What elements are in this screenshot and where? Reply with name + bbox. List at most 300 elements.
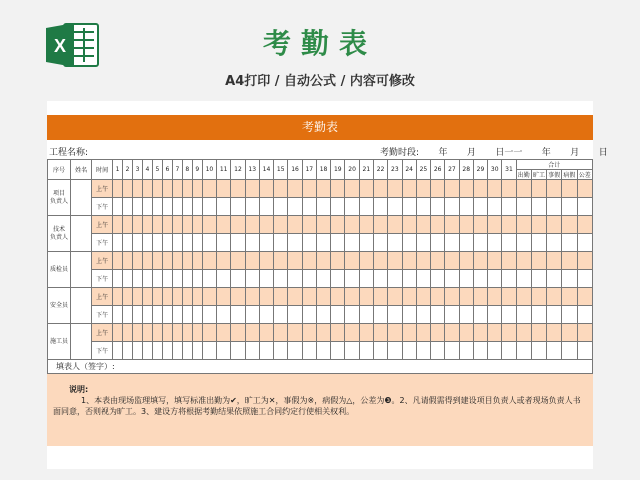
- attendance-cell[interactable]: [316, 270, 330, 288]
- attendance-cell[interactable]: [359, 288, 373, 306]
- attendance-cell[interactable]: [459, 342, 473, 360]
- attendance-cell[interactable]: [359, 216, 373, 234]
- attendance-cell[interactable]: [402, 306, 416, 324]
- attendance-cell[interactable]: [192, 306, 202, 324]
- attendance-cell[interactable]: [445, 216, 459, 234]
- attendance-cell[interactable]: [152, 180, 162, 198]
- attendance-cell[interactable]: [402, 252, 416, 270]
- attendance-cell[interactable]: [388, 342, 402, 360]
- attendance-cell[interactable]: [547, 324, 562, 342]
- attendance-cell[interactable]: [274, 288, 288, 306]
- attendance-cell[interactable]: [345, 252, 359, 270]
- attendance-cell[interactable]: [182, 216, 192, 234]
- attendance-cell[interactable]: [113, 252, 123, 270]
- attendance-cell[interactable]: [316, 252, 330, 270]
- attendance-cell[interactable]: [516, 198, 531, 216]
- attendance-cell[interactable]: [113, 270, 123, 288]
- attendance-cell[interactable]: [516, 270, 531, 288]
- attendance-cell[interactable]: [182, 180, 192, 198]
- attendance-cell[interactable]: [245, 306, 259, 324]
- attendance-cell[interactable]: [152, 234, 162, 252]
- attendance-cell[interactable]: [402, 234, 416, 252]
- attendance-cell[interactable]: [123, 216, 133, 234]
- attendance-cell[interactable]: [202, 198, 216, 216]
- attendance-cell[interactable]: [402, 216, 416, 234]
- attendance-cell[interactable]: [302, 216, 316, 234]
- attendance-cell[interactable]: [388, 324, 402, 342]
- attendance-cell[interactable]: [172, 198, 182, 216]
- attendance-cell[interactable]: [445, 288, 459, 306]
- attendance-cell[interactable]: [133, 234, 143, 252]
- attendance-cell[interactable]: [473, 324, 487, 342]
- attendance-cell[interactable]: [259, 252, 273, 270]
- attendance-cell[interactable]: [473, 252, 487, 270]
- attendance-cell[interactable]: [217, 324, 231, 342]
- attendance-cell[interactable]: [231, 270, 245, 288]
- attendance-cell[interactable]: [288, 180, 302, 198]
- attendance-cell[interactable]: [459, 180, 473, 198]
- attendance-cell[interactable]: [274, 306, 288, 324]
- attendance-cell[interactable]: [502, 216, 516, 234]
- attendance-cell[interactable]: [142, 270, 152, 288]
- attendance-cell[interactable]: [123, 270, 133, 288]
- attendance-cell[interactable]: [274, 234, 288, 252]
- attendance-cell[interactable]: [288, 342, 302, 360]
- attendance-cell[interactable]: [562, 306, 577, 324]
- attendance-cell[interactable]: [373, 216, 387, 234]
- attendance-cell[interactable]: [152, 270, 162, 288]
- attendance-cell[interactable]: [445, 324, 459, 342]
- attendance-cell[interactable]: [162, 288, 172, 306]
- attendance-cell[interactable]: [113, 216, 123, 234]
- attendance-cell[interactable]: [488, 324, 502, 342]
- attendance-cell[interactable]: [502, 306, 516, 324]
- attendance-cell[interactable]: [302, 270, 316, 288]
- attendance-cell[interactable]: [202, 324, 216, 342]
- attendance-cell[interactable]: [133, 288, 143, 306]
- attendance-cell[interactable]: [416, 216, 430, 234]
- attendance-cell[interactable]: [288, 216, 302, 234]
- attendance-cell[interactable]: [192, 198, 202, 216]
- attendance-cell[interactable]: [172, 216, 182, 234]
- attendance-cell[interactable]: [162, 270, 172, 288]
- attendance-cell[interactable]: [123, 198, 133, 216]
- attendance-cell[interactable]: [113, 234, 123, 252]
- attendance-cell[interactable]: [459, 234, 473, 252]
- attendance-cell[interactable]: [316, 342, 330, 360]
- attendance-cell[interactable]: [217, 216, 231, 234]
- attendance-cell[interactable]: [288, 306, 302, 324]
- attendance-cell[interactable]: [202, 252, 216, 270]
- attendance-cell[interactable]: [531, 288, 546, 306]
- attendance-cell[interactable]: [431, 252, 445, 270]
- attendance-cell[interactable]: [516, 234, 531, 252]
- attendance-cell[interactable]: [152, 216, 162, 234]
- attendance-cell[interactable]: [562, 252, 577, 270]
- attendance-cell[interactable]: [182, 288, 192, 306]
- attendance-cell[interactable]: [388, 198, 402, 216]
- attendance-cell[interactable]: [388, 306, 402, 324]
- attendance-cell[interactable]: [431, 342, 445, 360]
- attendance-cell[interactable]: [172, 234, 182, 252]
- attendance-cell[interactable]: [162, 324, 172, 342]
- attendance-cell[interactable]: [547, 216, 562, 234]
- attendance-cell[interactable]: [162, 198, 172, 216]
- attendance-cell[interactable]: [217, 234, 231, 252]
- attendance-cell[interactable]: [431, 288, 445, 306]
- attendance-cell[interactable]: [416, 288, 430, 306]
- attendance-cell[interactable]: [577, 234, 593, 252]
- attendance-cell[interactable]: [359, 180, 373, 198]
- attendance-cell[interactable]: [359, 324, 373, 342]
- attendance-cell[interactable]: [516, 324, 531, 342]
- attendance-cell[interactable]: [373, 252, 387, 270]
- attendance-cell[interactable]: [373, 342, 387, 360]
- attendance-cell[interactable]: [202, 270, 216, 288]
- attendance-cell[interactable]: [431, 180, 445, 198]
- attendance-cell[interactable]: [192, 180, 202, 198]
- attendance-cell[interactable]: [531, 252, 546, 270]
- attendance-cell[interactable]: [577, 216, 593, 234]
- attendance-cell[interactable]: [123, 288, 133, 306]
- attendance-cell[interactable]: [302, 234, 316, 252]
- attendance-cell[interactable]: [302, 252, 316, 270]
- attendance-cell[interactable]: [373, 270, 387, 288]
- attendance-cell[interactable]: [172, 252, 182, 270]
- attendance-cell[interactable]: [416, 306, 430, 324]
- attendance-cell[interactable]: [192, 324, 202, 342]
- attendance-cell[interactable]: [133, 252, 143, 270]
- attendance-cell[interactable]: [182, 306, 192, 324]
- attendance-cell[interactable]: [259, 234, 273, 252]
- attendance-cell[interactable]: [133, 180, 143, 198]
- attendance-cell[interactable]: [388, 216, 402, 234]
- attendance-cell[interactable]: [172, 270, 182, 288]
- attendance-cell[interactable]: [445, 252, 459, 270]
- attendance-cell[interactable]: [302, 306, 316, 324]
- attendance-cell[interactable]: [562, 198, 577, 216]
- attendance-cell[interactable]: [123, 252, 133, 270]
- attendance-cell[interactable]: [459, 324, 473, 342]
- attendance-cell[interactable]: [316, 324, 330, 342]
- attendance-cell[interactable]: [113, 306, 123, 324]
- attendance-cell[interactable]: [231, 252, 245, 270]
- attendance-cell[interactable]: [142, 342, 152, 360]
- attendance-cell[interactable]: [345, 198, 359, 216]
- attendance-cell[interactable]: [502, 234, 516, 252]
- attendance-cell[interactable]: [162, 234, 172, 252]
- attendance-cell[interactable]: [259, 198, 273, 216]
- attendance-cell[interactable]: [113, 198, 123, 216]
- attendance-cell[interactable]: [259, 216, 273, 234]
- attendance-cell[interactable]: [445, 180, 459, 198]
- attendance-cell[interactable]: [388, 180, 402, 198]
- attendance-cell[interactable]: [142, 234, 152, 252]
- attendance-cell[interactable]: [577, 324, 593, 342]
- attendance-cell[interactable]: [459, 270, 473, 288]
- attendance-cell[interactable]: [302, 342, 316, 360]
- attendance-cell[interactable]: [172, 324, 182, 342]
- attendance-cell[interactable]: [274, 270, 288, 288]
- attendance-cell[interactable]: [502, 180, 516, 198]
- attendance-cell[interactable]: [373, 180, 387, 198]
- attendance-cell[interactable]: [445, 234, 459, 252]
- attendance-cell[interactable]: [531, 306, 546, 324]
- attendance-cell[interactable]: [562, 342, 577, 360]
- attendance-cell[interactable]: [182, 270, 192, 288]
- attendance-cell[interactable]: [331, 180, 345, 198]
- attendance-cell[interactable]: [259, 342, 273, 360]
- attendance-cell[interactable]: [202, 180, 216, 198]
- attendance-cell[interactable]: [531, 270, 546, 288]
- attendance-cell[interactable]: [331, 252, 345, 270]
- attendance-cell[interactable]: [331, 324, 345, 342]
- attendance-cell[interactable]: [331, 216, 345, 234]
- attendance-cell[interactable]: [577, 306, 593, 324]
- attendance-cell[interactable]: [316, 216, 330, 234]
- attendance-cell[interactable]: [402, 288, 416, 306]
- attendance-cell[interactable]: [152, 324, 162, 342]
- attendance-cell[interactable]: [133, 324, 143, 342]
- attendance-cell[interactable]: [316, 198, 330, 216]
- attendance-cell[interactable]: [274, 252, 288, 270]
- attendance-cell[interactable]: [231, 180, 245, 198]
- attendance-cell[interactable]: [192, 342, 202, 360]
- attendance-cell[interactable]: [142, 198, 152, 216]
- attendance-cell[interactable]: [402, 324, 416, 342]
- attendance-cell[interactable]: [577, 252, 593, 270]
- attendance-cell[interactable]: [473, 288, 487, 306]
- attendance-cell[interactable]: [331, 198, 345, 216]
- attendance-cell[interactable]: [502, 342, 516, 360]
- attendance-cell[interactable]: [502, 198, 516, 216]
- attendance-cell[interactable]: [459, 198, 473, 216]
- attendance-cell[interactable]: [274, 198, 288, 216]
- attendance-cell[interactable]: [502, 270, 516, 288]
- attendance-cell[interactable]: [359, 270, 373, 288]
- attendance-cell[interactable]: [162, 252, 172, 270]
- attendance-cell[interactable]: [345, 180, 359, 198]
- attendance-cell[interactable]: [416, 198, 430, 216]
- attendance-cell[interactable]: [488, 234, 502, 252]
- attendance-cell[interactable]: [345, 216, 359, 234]
- attendance-cell[interactable]: [502, 288, 516, 306]
- attendance-cell[interactable]: [445, 270, 459, 288]
- attendance-cell[interactable]: [473, 234, 487, 252]
- attendance-cell[interactable]: [547, 252, 562, 270]
- attendance-cell[interactable]: [547, 180, 562, 198]
- attendance-cell[interactable]: [142, 216, 152, 234]
- attendance-cell[interactable]: [152, 306, 162, 324]
- attendance-cell[interactable]: [302, 180, 316, 198]
- attendance-cell[interactable]: [245, 324, 259, 342]
- attendance-cell[interactable]: [577, 288, 593, 306]
- attendance-cell[interactable]: [231, 234, 245, 252]
- attendance-cell[interactable]: [416, 342, 430, 360]
- attendance-cell[interactable]: [162, 306, 172, 324]
- attendance-cell[interactable]: [562, 234, 577, 252]
- attendance-cell[interactable]: [416, 324, 430, 342]
- attendance-cell[interactable]: [431, 324, 445, 342]
- attendance-cell[interactable]: [488, 342, 502, 360]
- attendance-cell[interactable]: [488, 198, 502, 216]
- attendance-cell[interactable]: [123, 234, 133, 252]
- attendance-cell[interactable]: [488, 270, 502, 288]
- attendance-cell[interactable]: [373, 234, 387, 252]
- attendance-cell[interactable]: [133, 342, 143, 360]
- attendance-cell[interactable]: [459, 252, 473, 270]
- attendance-cell[interactable]: [445, 342, 459, 360]
- attendance-cell[interactable]: [231, 288, 245, 306]
- attendance-cell[interactable]: [302, 288, 316, 306]
- attendance-cell[interactable]: [142, 288, 152, 306]
- attendance-cell[interactable]: [416, 234, 430, 252]
- attendance-cell[interactable]: [172, 288, 182, 306]
- attendance-cell[interactable]: [359, 342, 373, 360]
- attendance-cell[interactable]: [531, 324, 546, 342]
- attendance-cell[interactable]: [402, 270, 416, 288]
- attendance-cell[interactable]: [402, 198, 416, 216]
- attendance-cell[interactable]: [488, 252, 502, 270]
- attendance-cell[interactable]: [577, 342, 593, 360]
- attendance-cell[interactable]: [192, 270, 202, 288]
- attendance-cell[interactable]: [182, 342, 192, 360]
- attendance-cell[interactable]: [217, 306, 231, 324]
- attendance-cell[interactable]: [245, 180, 259, 198]
- attendance-cell[interactable]: [445, 198, 459, 216]
- attendance-cell[interactable]: [245, 252, 259, 270]
- attendance-cell[interactable]: [245, 270, 259, 288]
- attendance-cell[interactable]: [259, 180, 273, 198]
- attendance-cell[interactable]: [217, 288, 231, 306]
- attendance-cell[interactable]: [388, 252, 402, 270]
- attendance-cell[interactable]: [217, 270, 231, 288]
- attendance-cell[interactable]: [142, 252, 152, 270]
- attendance-cell[interactable]: [245, 234, 259, 252]
- attendance-cell[interactable]: [416, 252, 430, 270]
- attendance-cell[interactable]: [577, 270, 593, 288]
- attendance-cell[interactable]: [331, 234, 345, 252]
- attendance-cell[interactable]: [202, 306, 216, 324]
- attendance-cell[interactable]: [113, 324, 123, 342]
- attendance-cell[interactable]: [231, 216, 245, 234]
- attendance-cell[interactable]: [259, 270, 273, 288]
- attendance-cell[interactable]: [259, 288, 273, 306]
- attendance-cell[interactable]: [402, 180, 416, 198]
- attendance-cell[interactable]: [133, 216, 143, 234]
- attendance-cell[interactable]: [459, 306, 473, 324]
- attendance-cell[interactable]: [288, 234, 302, 252]
- attendance-cell[interactable]: [217, 198, 231, 216]
- attendance-cell[interactable]: [562, 270, 577, 288]
- attendance-cell[interactable]: [373, 288, 387, 306]
- attendance-cell[interactable]: [431, 216, 445, 234]
- attendance-cell[interactable]: [473, 270, 487, 288]
- attendance-cell[interactable]: [488, 306, 502, 324]
- attendance-cell[interactable]: [259, 324, 273, 342]
- attendance-cell[interactable]: [217, 252, 231, 270]
- attendance-cell[interactable]: [516, 342, 531, 360]
- attendance-cell[interactable]: [345, 342, 359, 360]
- attendance-cell[interactable]: [182, 324, 192, 342]
- attendance-cell[interactable]: [172, 342, 182, 360]
- attendance-cell[interactable]: [217, 342, 231, 360]
- attendance-cell[interactable]: [152, 198, 162, 216]
- attendance-cell[interactable]: [113, 288, 123, 306]
- attendance-cell[interactable]: [577, 198, 593, 216]
- attendance-cell[interactable]: [123, 180, 133, 198]
- attendance-cell[interactable]: [123, 324, 133, 342]
- attendance-cell[interactable]: [373, 198, 387, 216]
- attendance-cell[interactable]: [152, 288, 162, 306]
- attendance-cell[interactable]: [245, 342, 259, 360]
- attendance-cell[interactable]: [302, 198, 316, 216]
- attendance-cell[interactable]: [416, 270, 430, 288]
- attendance-cell[interactable]: [123, 342, 133, 360]
- attendance-cell[interactable]: [577, 180, 593, 198]
- attendance-cell[interactable]: [142, 324, 152, 342]
- attendance-cell[interactable]: [431, 234, 445, 252]
- attendance-cell[interactable]: [245, 288, 259, 306]
- attendance-cell[interactable]: [445, 306, 459, 324]
- attendance-cell[interactable]: [162, 180, 172, 198]
- attendance-cell[interactable]: [388, 270, 402, 288]
- attendance-cell[interactable]: [142, 180, 152, 198]
- attendance-cell[interactable]: [345, 270, 359, 288]
- attendance-cell[interactable]: [152, 342, 162, 360]
- attendance-cell[interactable]: [516, 180, 531, 198]
- attendance-cell[interactable]: [192, 234, 202, 252]
- attendance-cell[interactable]: [502, 252, 516, 270]
- attendance-cell[interactable]: [133, 270, 143, 288]
- attendance-cell[interactable]: [231, 306, 245, 324]
- attendance-cell[interactable]: [331, 342, 345, 360]
- attendance-cell[interactable]: [373, 306, 387, 324]
- attendance-cell[interactable]: [316, 288, 330, 306]
- attendance-cell[interactable]: [473, 342, 487, 360]
- attendance-cell[interactable]: [562, 324, 577, 342]
- attendance-cell[interactable]: [172, 180, 182, 198]
- attendance-cell[interactable]: [259, 306, 273, 324]
- attendance-cell[interactable]: [202, 234, 216, 252]
- attendance-cell[interactable]: [359, 252, 373, 270]
- attendance-cell[interactable]: [316, 180, 330, 198]
- attendance-cell[interactable]: [502, 324, 516, 342]
- attendance-cell[interactable]: [123, 306, 133, 324]
- attendance-cell[interactable]: [562, 216, 577, 234]
- attendance-cell[interactable]: [316, 234, 330, 252]
- attendance-cell[interactable]: [288, 324, 302, 342]
- attendance-cell[interactable]: [288, 198, 302, 216]
- attendance-cell[interactable]: [245, 198, 259, 216]
- attendance-cell[interactable]: [547, 198, 562, 216]
- attendance-cell[interactable]: [152, 252, 162, 270]
- attendance-cell[interactable]: [288, 270, 302, 288]
- attendance-cell[interactable]: [547, 342, 562, 360]
- attendance-cell[interactable]: [359, 234, 373, 252]
- attendance-cell[interactable]: [459, 288, 473, 306]
- attendance-cell[interactable]: [516, 288, 531, 306]
- attendance-cell[interactable]: [373, 324, 387, 342]
- attendance-cell[interactable]: [202, 288, 216, 306]
- attendance-cell[interactable]: [217, 180, 231, 198]
- attendance-cell[interactable]: [231, 198, 245, 216]
- attendance-cell[interactable]: [547, 270, 562, 288]
- attendance-cell[interactable]: [473, 216, 487, 234]
- attendance-cell[interactable]: [192, 252, 202, 270]
- attendance-cell[interactable]: [202, 216, 216, 234]
- attendance-cell[interactable]: [516, 306, 531, 324]
